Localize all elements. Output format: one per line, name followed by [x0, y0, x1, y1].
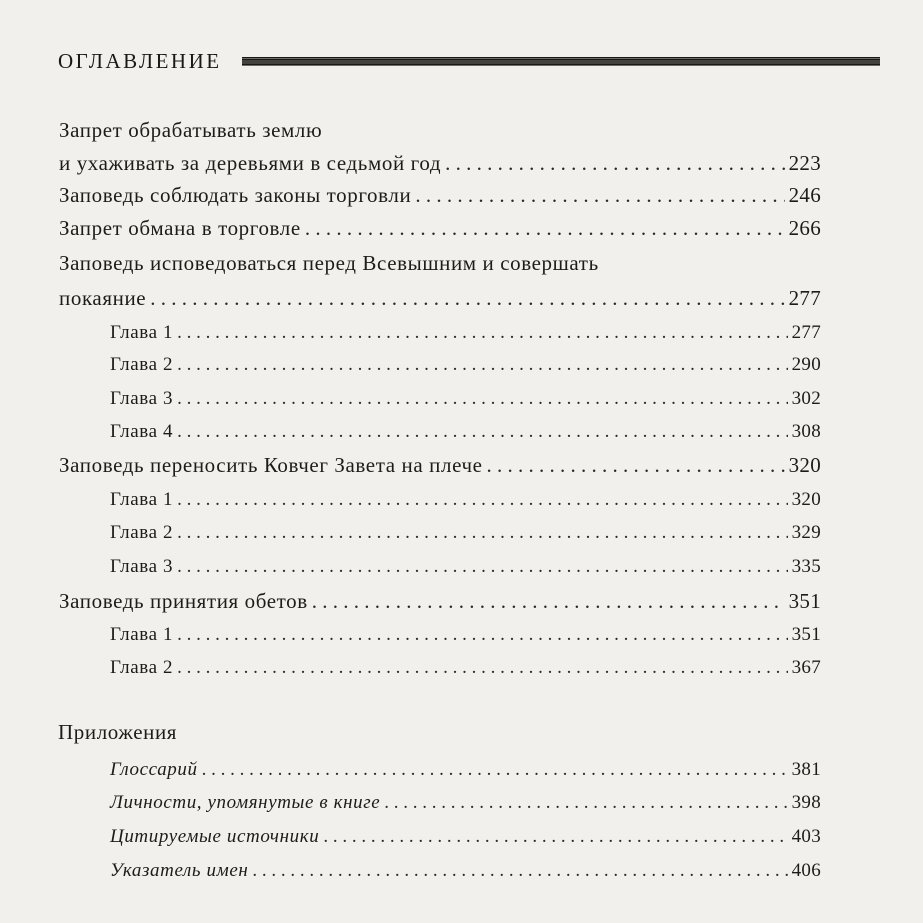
- toc-header: [58, 46, 880, 76]
- leader-dots: [177, 489, 788, 512]
- leader-dots: [252, 860, 787, 883]
- toc-entry-page: 403: [791, 826, 821, 847]
- toc-entry-label: Глава 4: [110, 421, 174, 442]
- toc-entry-page: 381: [791, 759, 821, 780]
- toc-entry-page: 290: [791, 354, 821, 375]
- toc-subentry[interactable]: [110, 657, 821, 680]
- toc-entry-page: 351: [791, 624, 821, 645]
- leader-dots: [323, 826, 787, 849]
- leader-dots: [177, 556, 788, 579]
- toc-entry[interactable]: [59, 183, 821, 208]
- toc-entry-page: 223: [788, 151, 821, 175]
- toc-entry-label: Глава 1: [110, 322, 174, 343]
- toc-entry-label: Глава 3: [110, 388, 174, 409]
- toc-line-continued: Заповедь исповедоваться перед Всевышним и совершать: [59, 251, 599, 275]
- toc-subentry[interactable]: [110, 388, 821, 411]
- leader-dots: [150, 286, 784, 311]
- toc-entry-label: Личности, упомянутые в книге: [110, 792, 381, 813]
- toc-entry-label: Цитируемые источники: [110, 826, 320, 847]
- toc-line-intro: Запрет обрабатывать землю: [59, 118, 323, 142]
- toc-entry[interactable]: [59, 286, 821, 311]
- toc-entry-page: 308: [791, 421, 821, 442]
- toc-entry-page: 277: [788, 286, 821, 310]
- toc-entry-label: Глава 2: [110, 354, 174, 375]
- toc-entry-page: 351: [788, 589, 821, 613]
- toc-entry-label: покаяние: [59, 286, 147, 310]
- toc-subentry[interactable]: [110, 556, 821, 579]
- toc-subentry[interactable]: [110, 489, 821, 512]
- leader-dots: [177, 421, 788, 444]
- toc-entry-page: 246: [788, 183, 821, 207]
- toc-subentry[interactable]: [110, 826, 821, 849]
- toc-subentry[interactable]: [110, 354, 821, 377]
- leader-dots: [177, 388, 788, 411]
- toc-entry-label: Глава 2: [110, 522, 174, 543]
- toc-entry-page: 398: [791, 792, 821, 813]
- toc-entry-label: Глава 2: [110, 657, 174, 678]
- page-title: ОГЛАВЛЕНИЕ: [58, 48, 222, 73]
- toc-entry-page: 367: [791, 657, 821, 678]
- leader-dots: [312, 589, 785, 614]
- toc-subentry[interactable]: [110, 421, 821, 444]
- toc-entry-label: Заповедь переносить Ковчег Завета на плече: [59, 453, 483, 477]
- toc-entry[interactable]: [59, 589, 821, 614]
- toc-subentry[interactable]: [110, 624, 821, 647]
- leader-dots: [177, 354, 788, 377]
- toc-subentry[interactable]: [110, 322, 821, 345]
- leader-dots: [177, 322, 788, 345]
- leader-dots: [415, 183, 784, 208]
- toc-entry-page: 320: [788, 453, 821, 477]
- leader-dots: [177, 624, 788, 647]
- toc-subentry[interactable]: [110, 860, 821, 883]
- leader-dots: [177, 657, 788, 680]
- toc-entry-label: Глава 3: [110, 556, 174, 577]
- toc-subentry[interactable]: [110, 759, 821, 782]
- toc-entry-page: 266: [788, 216, 821, 240]
- toc-entry-label: Глава 1: [110, 624, 174, 645]
- toc-entry-label: и ухаживать за деревьями в седьмой год: [59, 151, 442, 175]
- leader-dots: [177, 522, 788, 545]
- toc-entry-label: Глава 1: [110, 489, 174, 510]
- toc-entry-page: 335: [791, 556, 821, 577]
- leader-dots: [487, 453, 785, 478]
- toc-entry-page: 277: [791, 322, 821, 343]
- toc-entry[interactable]: [59, 453, 821, 478]
- leader-dots: [202, 759, 788, 782]
- leader-dots: [305, 216, 785, 241]
- toc-subentry[interactable]: [110, 792, 821, 815]
- leader-dots: [445, 151, 784, 176]
- toc-entry-label: Заповедь соблюдать законы торговли: [59, 183, 412, 207]
- leader-dots: [384, 792, 787, 815]
- toc-entry-page: 406: [791, 860, 821, 881]
- toc-entry-page: 302: [791, 388, 821, 409]
- toc-entry[interactable]: [59, 216, 821, 241]
- toc-entry-page: 329: [791, 522, 821, 543]
- toc-subentry[interactable]: [110, 522, 821, 545]
- appendix-section-title: Приложения: [58, 720, 178, 744]
- header-rule: [242, 57, 880, 66]
- toc-entry-label: Указатель имен: [110, 860, 249, 881]
- toc-entry-label: Заповедь принятия обетов: [59, 589, 308, 613]
- toc-entry[interactable]: [59, 151, 821, 176]
- toc-entry-label: Глоссарий: [110, 759, 198, 780]
- toc-entry-page: 320: [791, 489, 821, 510]
- toc-entry-label: Запрет обмана в торговле: [59, 216, 301, 240]
